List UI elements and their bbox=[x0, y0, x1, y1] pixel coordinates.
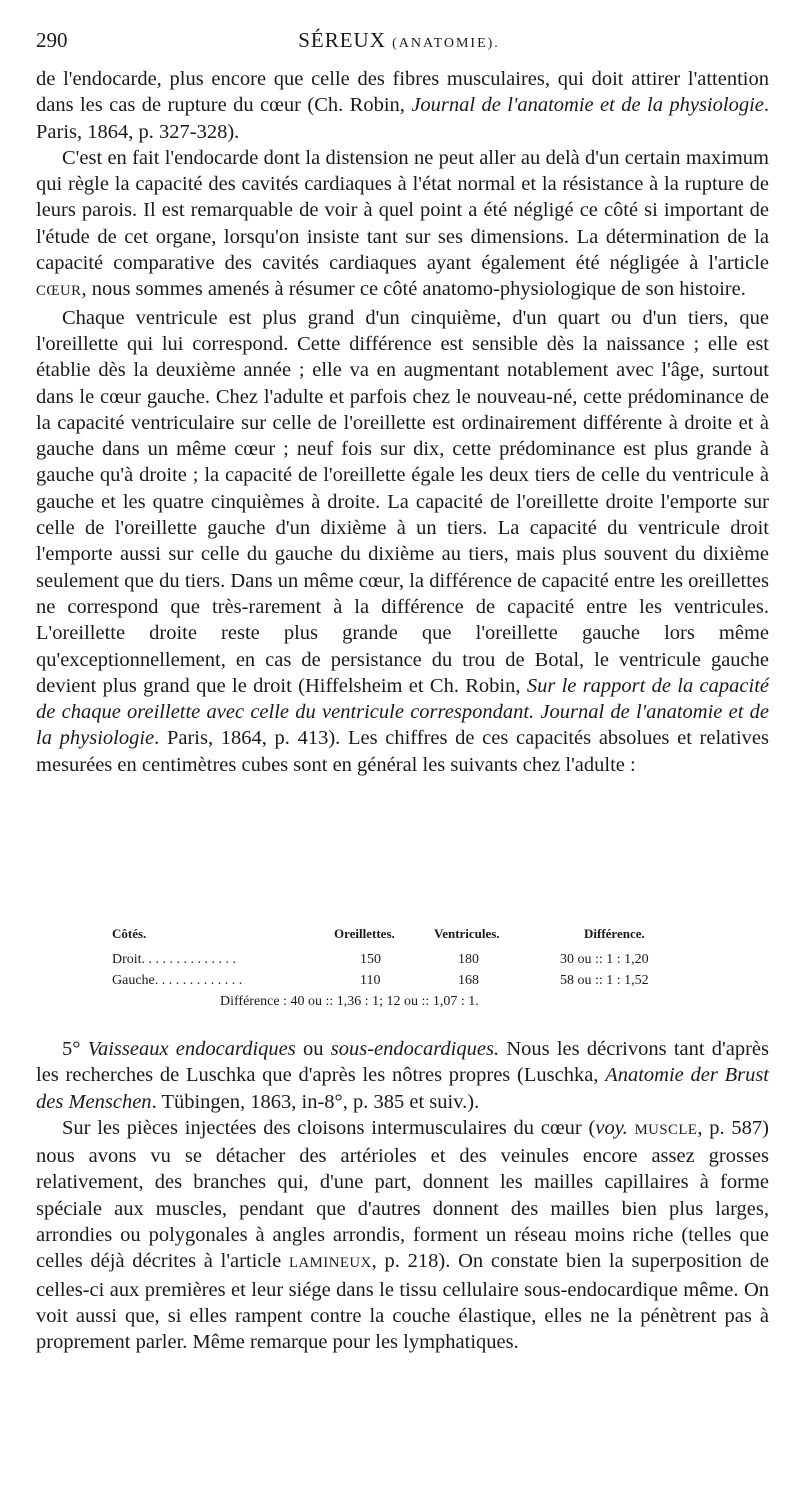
para2-text-2: , nous sommes amenés à résumer ce côté anatomo-physiologique de son histoire. bbox=[81, 278, 746, 301]
table-header-cotes: Côtés. bbox=[112, 926, 147, 941]
paragraph-4 bbox=[36, 1036, 769, 1115]
running-title-main: SÉREUX bbox=[298, 28, 386, 52]
table-header-oreillettes: Oreillettes. bbox=[334, 926, 395, 941]
cell-oreillettes: 150 bbox=[360, 952, 381, 967]
para2-article-ref: CŒUR bbox=[36, 283, 82, 300]
table-header-row bbox=[112, 926, 712, 952]
text-block-upper bbox=[36, 66, 769, 778]
paragraph-1 bbox=[36, 66, 769, 145]
para3-text-2: . Paris, 1864, p. 413). Les chiffres de ces capacités absolues et relatives mesurées en centimètres cubes sont en général les suivants chez l'adulte : bbox=[36, 727, 769, 776]
para3-text-1: Chaque ventricule est plus grand d'un cinquième, d'un quart ou d'un tiers, que l'oreillette qui lui correspond. Cette différence est sensible dès la naissance ; elle est établie dès la deuxième année ; elle va en augmentant notablement avec l'âge, surtout dans le cœur gauche. Chez l'adulte et parfois chez le nouveau-né, cette prédominance de la capacité ventriculaire sur celle de l'oreillette est ordinairement différente à droite et à gauche dans un même cœur ; neuf fois sur dix, cette prédominance est plus grande à gauche qu'à droite ; la capacité de l'oreillette égale les deux tiers de celle du ventricule à gauche et les quatre cinquièmes à droite. La capacité de l'oreillette droite l'emporte sur celle de l'oreillette gauche d'un dixième à un tiers. La capacité du ventricule droit l'emporte aussi sur celle du gauche du dixième au tiers, mais plus souvent du dixième seulement que du tiers. Dans un même cœur, la différence de capacité entre les oreillettes ne correspond que très-rarement à la différence de capacité entre les ventricules. L'oreillette droite reste plus grande que l'oreillette gauche lors même qu'exceptionnellement, en cas de persistance du trou de Botal, le ventricule gauche devient plus grand que le droit (Hiffelsheim et Ch. Robin, bbox=[36, 306, 769, 697]
table-row bbox=[112, 973, 712, 994]
para4-heading-1: Vaisseaux endocardiques bbox=[87, 1038, 296, 1060]
para5-voy: voy. bbox=[595, 1116, 628, 1139]
para5-text-2: , p. 587) nous avons vu se détacher des artérioles et des veinules encore assez grosses relativement, des branches qui, d'une part, donnent les mailles capillaires à forme spéciale aux muscles, pendant que d'autres donnent des mailles bien plus larges, arrondies ou polygonales à angles arrondis, forment un réseau moins riche (telles que celles déjà décrites à l'article bbox=[36, 1116, 770, 1273]
difference-line-text: Différence : 40 ou :: 1,36 : 1; 12 ou :: 1,07 : 1. bbox=[220, 994, 479, 1009]
page-header bbox=[36, 28, 762, 58]
para4-heading-2: sous-endocardiques. bbox=[330, 1038, 500, 1060]
running-title bbox=[36, 28, 762, 53]
para4-text-4: . Tübingen, 1863, in-8°, p. 385 et suiv.). bbox=[151, 1090, 480, 1113]
cell-ventricules: 180 bbox=[458, 952, 479, 967]
cell-oreillettes: 110 bbox=[360, 973, 381, 988]
para5-text-1: Sur les pièces injectées des cloisons intermusculaires du cœur ( bbox=[62, 1116, 596, 1139]
para4-citation: Anatomie der Brust des Menschen bbox=[36, 1064, 769, 1113]
text-block-lower bbox=[36, 1036, 769, 1356]
para1-text-1: de l'endocarde, plus encore que celle des fibres musculaires, qui doit attirer l'attention dans les cas de rupture du cœur (Ch. Robin, bbox=[36, 68, 769, 117]
table-difference-line bbox=[112, 994, 712, 1016]
cell-difference: 30 ou :: 1 : 1,20 bbox=[560, 952, 649, 967]
paragraph-5 bbox=[36, 1115, 769, 1356]
para1-text-2: . Paris, 1864, p. 327-328). bbox=[36, 94, 769, 143]
capacity-table bbox=[112, 926, 712, 1016]
table-header-ventricules: Ventricules. bbox=[434, 926, 500, 941]
page-number: 290 bbox=[36, 28, 68, 52]
para5-text-3: , p. 218). On constate bien la superposition de celles-ci aux premières et leur siége dans le tissu cellulaire sous-endocardique même. On voit aussi que, si elles rampent contre la couche élastique, elles ne la pénètrent pas à proprement parler. Même remarque pour les lymphatiques. bbox=[36, 1250, 770, 1354]
row-label: Gauche. . . . . . . . . . . . . bbox=[112, 973, 243, 988]
paragraph-2 bbox=[36, 145, 769, 305]
para2-text-1: C'est en fait l'endocarde dont la distension ne peut aller au delà d'un certain maximum qui règle la capacité des cavités cardiaques à l'état normal et la résistance à la rupture de leurs parois. Il est remarquable de voir à quel point a été négligé ce côté si important de l'étude de cet organe, lorsqu'on insiste tant sur ses dimensions. La détermination de la capacité comparative des cavités cardiaques ayant également été négligée à l'article bbox=[36, 146, 769, 275]
para3-citation: Sur le rapport de la capacité de chaque oreillette avec celle du ventricule correspondant. Journal de l'anatomie et de la physiologie bbox=[36, 674, 769, 750]
para4-text-3: Nous les décrivons tant d'après les recherches de Luschka que d'après les nôtres propres (Luschka, bbox=[36, 1038, 769, 1087]
row-label: Droit. . . . . . . . . . . . . . bbox=[112, 952, 237, 967]
cell-difference: 58 ou :: 1 : 1,52 bbox=[560, 973, 649, 988]
para5-article-ref-1: MUSCLE bbox=[634, 1121, 698, 1138]
table-row bbox=[112, 952, 712, 973]
cell-ventricules: 168 bbox=[458, 973, 479, 988]
paragraph-3 bbox=[36, 305, 769, 778]
para4-text-2: ou bbox=[295, 1038, 331, 1060]
table-header-difference: Différence. bbox=[584, 926, 645, 941]
para1-citation: Journal de l'anatomie et de la physiologie bbox=[411, 94, 764, 117]
para4-text-1: 5° bbox=[62, 1038, 88, 1060]
para5-article-ref-2: LAMINEUX bbox=[289, 1255, 372, 1272]
running-title-paren: (ANATOMIE). bbox=[392, 36, 500, 51]
